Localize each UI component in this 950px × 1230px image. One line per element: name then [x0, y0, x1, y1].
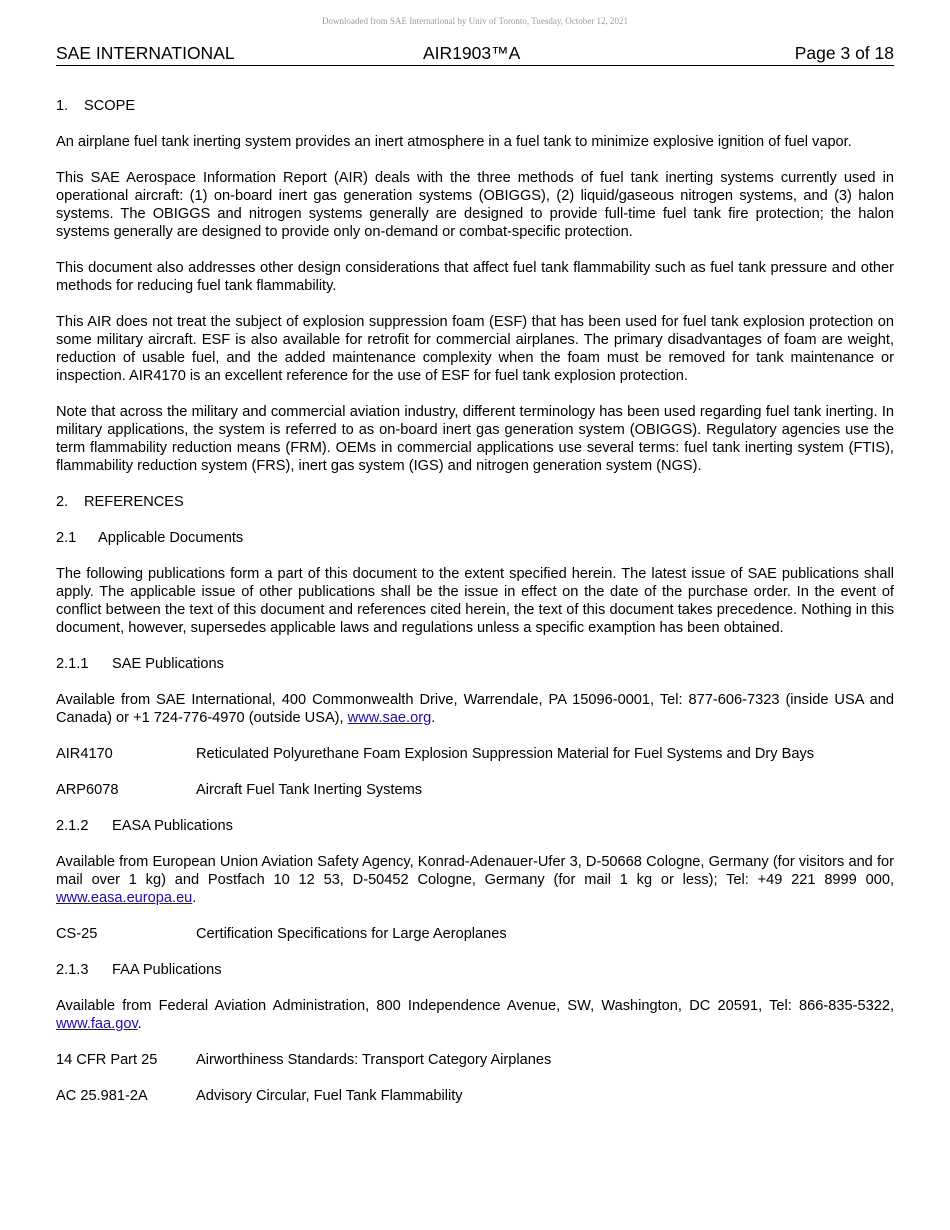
subsection-number: 2.1.1	[56, 656, 89, 672]
subsection-heading-applicable-documents	[56, 529, 894, 547]
subsection-heading-sae-publications	[56, 655, 894, 673]
sae-availability-text: Available from SAE International, 400 Commonwealth Drive, Warrendale, PA 15096-0001, Tel: 877-606-7323 (inside USA and Canada) or +1 724-776-4970 (outside USA),	[56, 692, 894, 726]
header-organization: SAE INTERNATIONAL	[56, 43, 235, 63]
reference-title: Reticulated Polyurethane Foam Explosion Suppression Material for Fuel Systems and Dry Bays	[196, 746, 815, 762]
reference-code: CS-25	[56, 926, 98, 942]
reference-title: Airworthiness Standards: Transport Category Airplanes	[196, 1052, 552, 1068]
subsection-title: EASA Publications	[112, 818, 233, 834]
faa-website-link[interactable]: www.faa.gov	[56, 1016, 138, 1032]
subsection-heading-faa-publications	[56, 961, 894, 979]
subsection-heading-easa-publications	[56, 817, 894, 835]
reference-code: ARP6078	[56, 782, 119, 798]
reference-entry	[56, 1051, 894, 1069]
section-heading-scope	[56, 97, 894, 115]
reference-title: Aircraft Fuel Tank Inerting Systems	[196, 782, 423, 798]
header-document-number: AIR1903™A	[423, 43, 521, 63]
sentence-end: .	[192, 890, 197, 906]
faa-availability-text: Available from Federal Aviation Administration, 800 Independence Avenue, SW, Washington, DC 20591, Tel: 866-835-5322,	[56, 998, 894, 1014]
sae-website-link[interactable]: www.sae.org	[347, 710, 432, 726]
sae-availability-paragraph	[56, 691, 894, 727]
scope-paragraph-4: This AIR does not treat the subject of explosion suppression foam (ESF) that has been used for fuel tank explosion protection on some military aircraft. ESF is also available for retrofit for commercial airplanes. The primary disadvantages of foam are weight, reduction of usable fuel, and the added maintenance complexity when the foam must be removed for tank maintenance or inspection. AIR4170 is an excellent reference for the use of ESF for fuel tank explosion protection.	[56, 314, 894, 384]
easa-availability-text: Available from European Union Aviation Safety Agency, Konrad-Adenauer-Ufer 3, D-50668 Cologne, Germany (for visitors and for mail over 1 kg) and Postfach 10 12 53, D-50452 Cologne, Germany (for mail 1 kg or less); Tel: +49 221 8999 000,	[56, 854, 894, 888]
subsection-number: 2.1.2	[56, 818, 89, 834]
reference-entry	[56, 925, 894, 943]
subsection-number: 2.1.3	[56, 962, 89, 978]
reference-code: AIR4170	[56, 746, 113, 762]
applicable-documents-paragraph: The following publications form a part of this document to the extent specified herein. The latest issue of SAE publications shall apply. The applicable issue of other publications shall be the issue in effect on the date of the purchase order. In the event of conflict between the text of this document and references cited herein, the text of this document takes precedence. Nothing in this document, however, supersedes applicable laws and regulations unless a specific examption has been obtained.	[56, 566, 894, 636]
scope-paragraph-2: This SAE Aerospace Information Report (AIR) deals with the three methods of fuel tank inerting systems currently used in operational aircraft: (1) on-board inert gas generation systems (OBIGGS), (2) liquid/gaseous nitrogen systems, and (3) halon systems. The OBIGGS and nitrogen systems generally are designed to provide full-time fuel tank fire protection; the halon systems generally are designed to provide only on-demand or combat-specific protection.	[56, 170, 894, 240]
sentence-end: .	[431, 710, 436, 726]
reference-title: Advisory Circular, Fuel Tank Flammability	[196, 1088, 463, 1104]
reference-code: 14 CFR Part 25	[56, 1052, 158, 1068]
section-heading-references	[56, 493, 894, 511]
subsection-number: 2.1	[56, 530, 77, 546]
reference-code: AC 25.981-2A	[56, 1088, 148, 1104]
section-title: REFERENCES	[84, 494, 184, 510]
scope-paragraph-5: Note that across the military and commercial aviation industry, different terminology has been used regarding fuel tank inerting. In military applications, the system is referred to as on-board inert gas generation system (OBIGGS). Regulatory agencies use the term flammability reduction means (FRM). OEMs in commercial applications use several terms: fuel tank inerting system (FTIS), flammability reduction system (FRS), inert gas system (IGS) and nitrogen generation system (NGS).	[56, 404, 894, 474]
header-page-number: Page 3 of 18	[794, 43, 894, 63]
section-number: 2.	[56, 494, 69, 510]
faa-availability-paragraph	[56, 997, 894, 1033]
page-header	[56, 43, 894, 66]
easa-website-link[interactable]: www.easa.europa.eu	[56, 890, 193, 906]
reference-entry	[56, 781, 894, 799]
section-title: SCOPE	[84, 98, 136, 114]
easa-availability-paragraph	[56, 853, 894, 907]
download-watermark: Downloaded from SAE International by Univ of Toronto, Tuesday, October 12, 2021	[321, 16, 629, 26]
section-number: 1.	[56, 98, 69, 114]
sentence-end: .	[137, 1016, 142, 1032]
reference-entry	[56, 1087, 894, 1105]
document-body	[56, 97, 894, 1123]
scope-paragraph-3: This document also addresses other design considerations that affect fuel tank flammability such as fuel tank pressure and other methods for reducing fuel tank flammability.	[56, 260, 894, 294]
reference-entry	[56, 745, 894, 763]
reference-title: Certification Specifications for Large Aeroplanes	[196, 926, 507, 942]
subsection-title: Applicable Documents	[98, 530, 244, 546]
subsection-title: SAE Publications	[112, 656, 224, 672]
subsection-title: FAA Publications	[112, 962, 222, 978]
scope-paragraph-1: An airplane fuel tank inerting system provides an inert atmosphere in a fuel tank to minimize explosive ignition of fuel vapor.	[56, 134, 852, 150]
